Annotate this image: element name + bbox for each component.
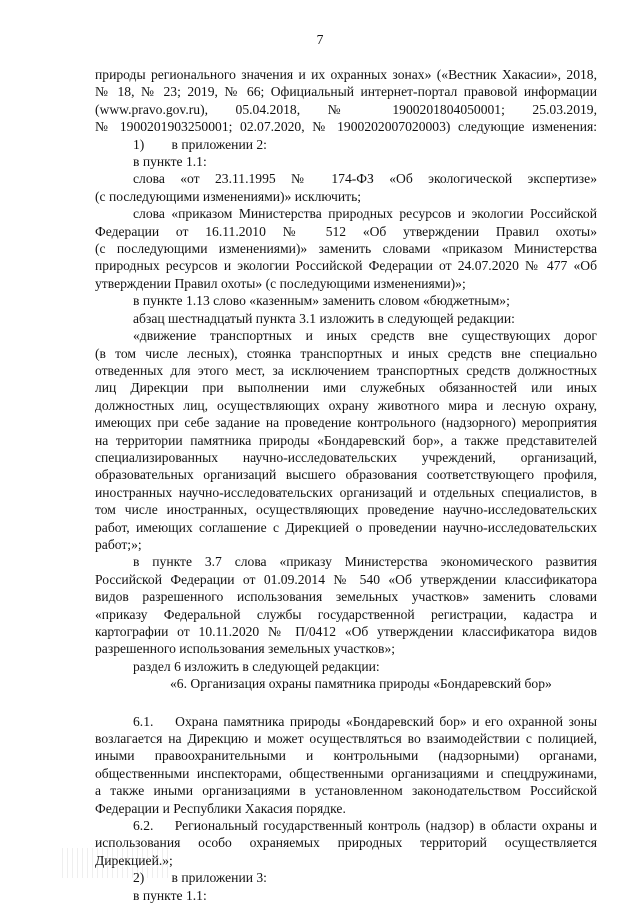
- text-line: имеющих при себе задание на проведение контрольного (надзорного) мероприятия: [95, 415, 597, 431]
- text-line: «движение транспортных и иных средств вне существующих дорог: [133, 328, 597, 344]
- text-line: а также иными организациями в установленном законодательством Российской: [95, 783, 597, 799]
- text-line: № 18, № 23; 2019, № 66; Официальный интернет-портал правовой информации: [95, 84, 597, 100]
- text-line: отведенных для этого мест, за исключением транспортных средств должностных: [95, 362, 597, 378]
- text-line: на территории памятника природы «Бондаревский бор», а также представителей: [95, 432, 597, 448]
- text-line: раздел 6 изложить в следующей редакции:: [133, 658, 380, 674]
- text-line: специализированных научно-исследовательских учреждений, организаций,: [95, 449, 597, 465]
- text-line: «приказу Федеральной службы государственной регистрации, кадастра и: [95, 606, 597, 622]
- text-line: природы регионального значения и их охранных зонах» («Вестник Хакасии», 2018,: [95, 67, 597, 82]
- text-line: должностных лиц, осуществляющих охрану животного мира и лесную охрану,: [95, 397, 597, 413]
- blank-line: [95, 693, 597, 713]
- text-line: том числе иностранных, осуществляющих проведение научно-исследовательских: [95, 502, 597, 518]
- text-line: видов разрешенного использования земельных участков» заменить словами: [95, 589, 597, 605]
- text-line: разрешенного использования земельных участков»;: [95, 641, 396, 657]
- text-line: возлагается на Дирекцию и может осуществляться во взаимодействии с полицией,: [95, 731, 597, 747]
- text-line: в пункте 3.7 слова «приказу Министерства экономического развития: [133, 554, 597, 570]
- text-line: «6. Организация охраны памятника природы «Бондаревский бор»: [170, 676, 552, 692]
- text-line: в пункте 1.1:: [133, 154, 207, 170]
- text-line: в пункте 1.1:: [133, 887, 207, 903]
- text-line: абзац шестнадцатый пункта 3.1 изложить в следующей редакции:: [133, 310, 515, 326]
- text-line: (с последующими изменениями)» заменить словами «приказом Министерства: [95, 241, 597, 257]
- text-line: (www.pravo.gov.ru), 05.04.2018, № 1900201804050001; 25.03.2019,: [95, 101, 597, 117]
- text-line: картографии от 10.11.2020 № П/0412 «Об утверждении классификатора видов: [95, 624, 597, 639]
- text-line: образовательных организаций высшего образования соответствующего профиля,: [95, 467, 597, 483]
- text-line: Федерации и Республики Хакасия порядке.: [95, 800, 346, 816]
- text-line: слова «от 23.11.1995 № 174-ФЗ «Об экологической экспертизе»: [133, 171, 597, 187]
- text-line: использования особо охраняемых природных территорий осуществляется: [95, 835, 597, 851]
- text-line: лиц Дирекции при выполнении ими служебных обязанностей или иных: [95, 380, 597, 396]
- text-line: иностранных научно-исследовательских организаций и отдельных специалистов, в: [95, 484, 597, 500]
- document-body: [95, 66, 597, 904]
- text-line: утверждении Правил охоты» (с последующими изменениями)»;: [95, 275, 466, 291]
- text-line: природных ресурсов и экологии Российской Федерации от 24.07.2020 № 477 «Об: [95, 258, 597, 274]
- text-line: Дирекцией.»;: [95, 852, 173, 868]
- text-line: (в том числе лесных), стоянка транспортных и иных средств вне специально: [95, 345, 597, 361]
- text-line: слова «приказом Министерства природных ресурсов и экологии Российской: [133, 206, 597, 222]
- scan-artifact: [62, 848, 172, 878]
- text-line: 6.1. Охрана памятника природы «Бондаревский бор» и его охранной зоны: [133, 713, 597, 729]
- text-line: (с последующими изменениями)» исключить;: [95, 188, 362, 204]
- text-line: № 1900201903250001; 02.07.2020, № 1900202007020003) следующие изменения:: [95, 119, 597, 135]
- page-number: 7: [316, 32, 324, 47]
- text-line: Российской Федерации от 01.09.2014 № 540 «Об утверждении классификатора: [95, 571, 597, 587]
- text-line: 2) в приложении 3:: [133, 870, 267, 886]
- text-line: работ, имеющих соглашение с Дирекцией о проведении научно-исследовательских: [95, 519, 597, 535]
- text-line: Федерации от 16.11.2010 № 512 «Об утверждении Правил охоты»: [95, 223, 597, 239]
- text-line: иными правоохранительными и контрольными (надзорными) органами,: [95, 748, 597, 764]
- text-line: общественными инспекторами, общественными организациями и спецдружинами,: [95, 765, 597, 781]
- text-line: 1) в приложении 2:: [133, 136, 267, 152]
- text-line: 6.2. Региональный государственный контроль (надзор) в области охраны и: [133, 818, 597, 834]
- text-line: работ;»;: [95, 536, 142, 552]
- text-line: в пункте 1.13 слово «казенным» заменить словом «бюджетным»;: [133, 293, 510, 309]
